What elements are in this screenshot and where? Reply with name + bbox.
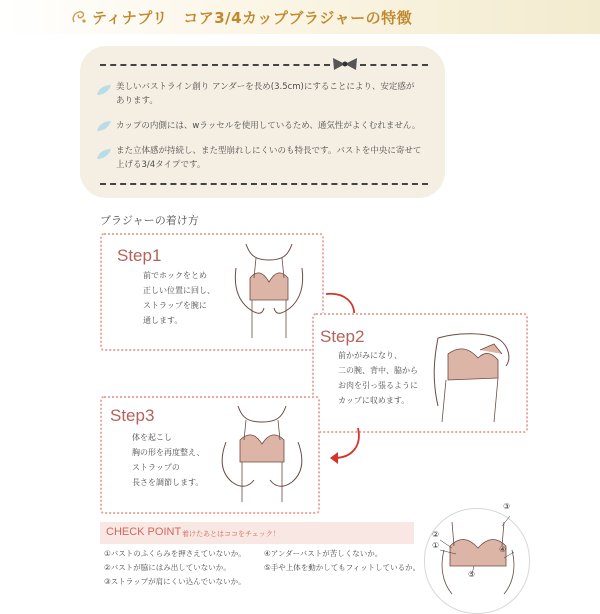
step3-title: Step3 [110,406,155,425]
callout-number: ② [432,530,440,539]
checkpoint-bra-illustration [430,510,526,600]
dashed-divider-top [100,64,330,66]
checkpoint-item: ④アンダーバストが苦しくないか。 [264,549,383,558]
step2-illustration [428,318,520,426]
leaf-icon [96,120,112,132]
dashed-divider-bottom [100,183,428,185]
curved-arrow-icon-2 [328,424,368,464]
step2-text: 前かがみになり、 二の腕、背中、脇から お肉を引っ張るように カップに収めます。 [338,351,418,405]
step1-text: 前でホックをとめ 正しい位置に回し、 ストラップを腕に 通します。 [143,271,215,325]
callout-number: ④ [499,545,507,554]
step3-illustration [214,402,310,506]
checkpoint-item: ②バストが脇にはみ出していないか。 [104,563,231,572]
callout-number: ① [432,541,440,550]
checkpoint-title: CHECK POINT [106,526,182,538]
step3-text: 体を起こし 胸の形を再度整え、 ストラップの 長さを調節します。 [132,433,205,487]
checkpoint-item: ⑤手や上体を動かしてもフィットしているか。 [264,563,421,572]
callout-number: ⑤ [468,570,476,579]
step1-title: Step1 [117,246,162,265]
flower-logo-icon [70,8,88,26]
step1-illustration [226,238,312,344]
feature-item-3: また立体感が持続し、また型崩れしにくいのも特長です。バストを中央に寄せて 上げる3/4タイプです。 [116,146,422,170]
checkpoint-item: ①バストのふくらみを押さえていないか。 [104,549,246,558]
ribbon-bow-icon [330,56,360,72]
callout-number: ③ [503,502,511,511]
step2-title: Step2 [320,327,365,346]
leaf-icon [96,148,112,160]
feature-item-2: カップの内側には、wラッセルを使用しているため、通気性がよくむれません。 [116,121,421,131]
checkpoint-subtitle: 着けたあとはココをチェック！ [182,530,280,538]
leaf-icon [96,84,112,96]
feature-item-1: 美しいバストライン創り アンダーを長め(3.5cm)にすることにより、安定感が あります。 [116,82,415,106]
howto-heading: ブラジャーの着け方 [100,214,199,227]
page-title: ティナプリ コア3/4カップブラジャーの特徴 [92,9,413,27]
dashed-divider-top-right [360,64,428,66]
checkpoint-item: ③ストラップが肩にくい込んでいないか。 [104,577,246,586]
